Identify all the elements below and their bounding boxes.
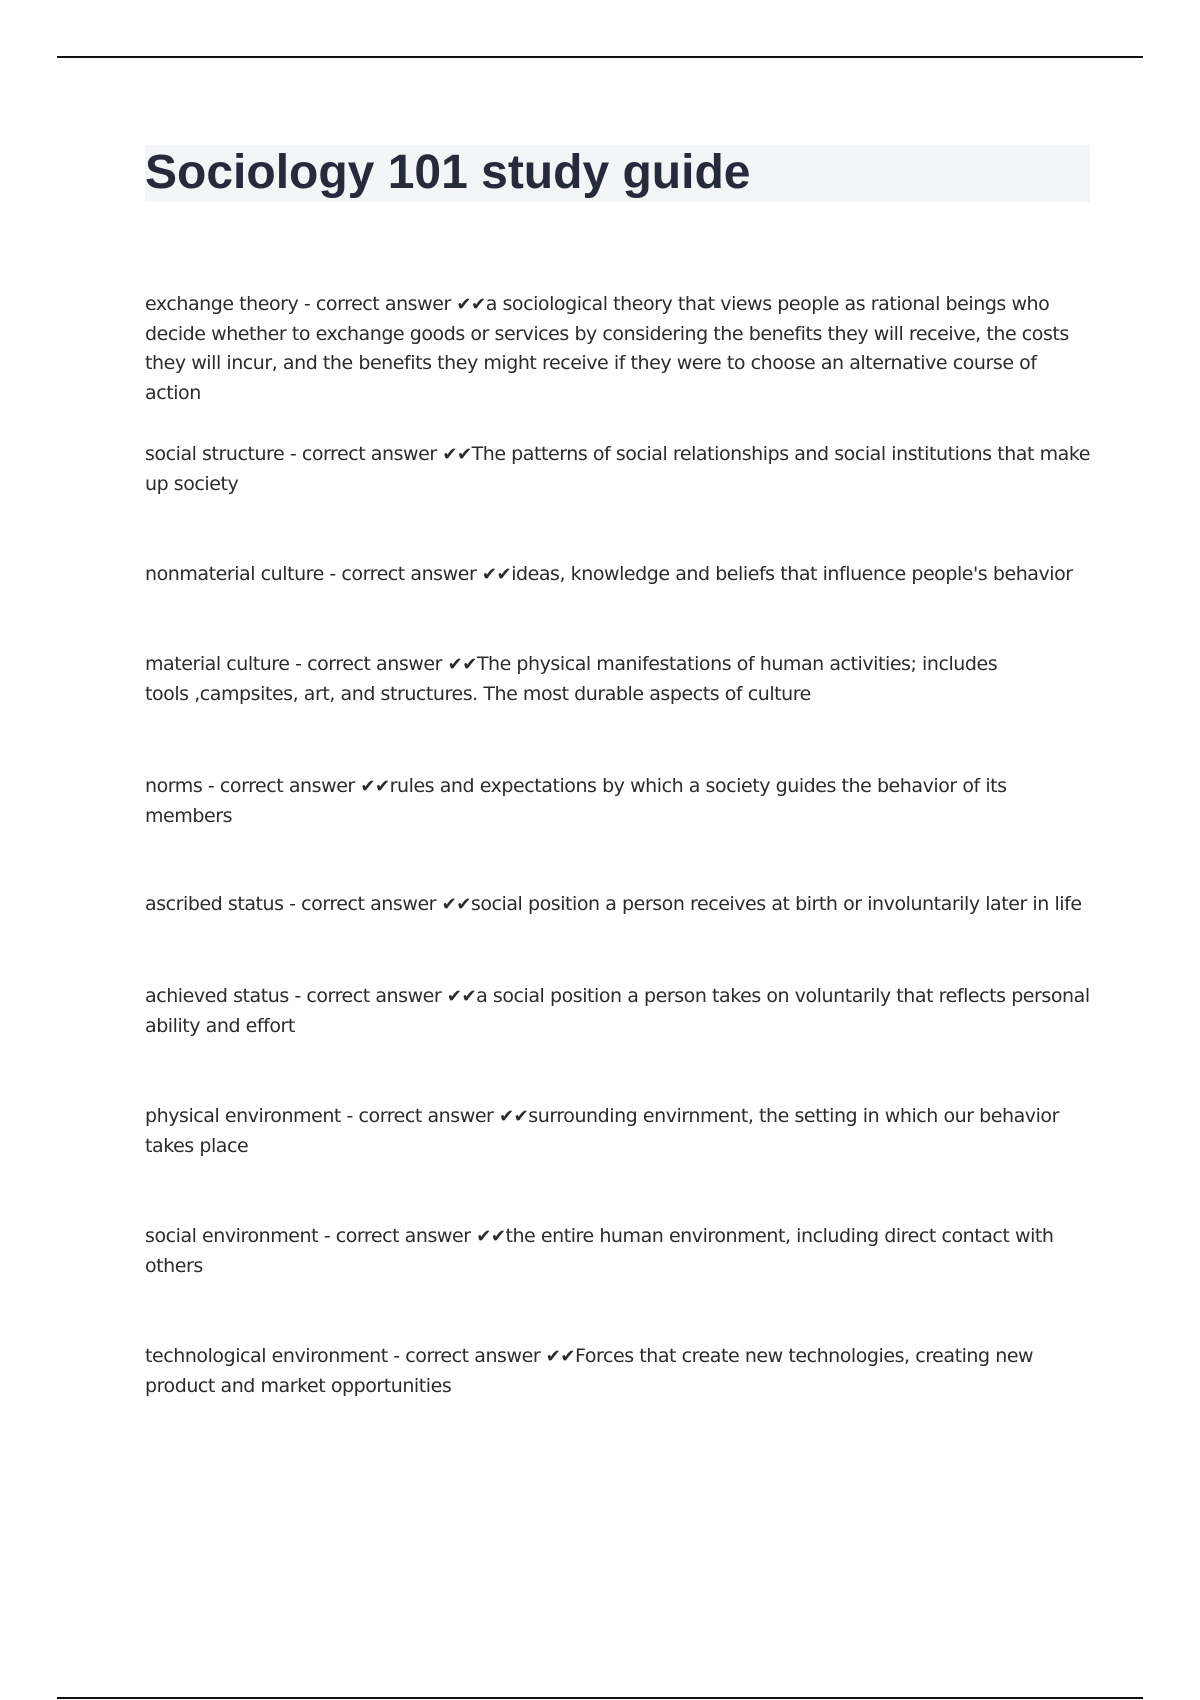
separator: - correct answer bbox=[283, 893, 442, 915]
checkmark-icon: ✔✔ bbox=[481, 564, 512, 585]
list-item bbox=[145, 290, 1095, 408]
checkmark-icon: ✔✔ bbox=[456, 294, 486, 315]
separator: - correct answer bbox=[288, 985, 447, 1007]
checkmark-icon: ✔✔ bbox=[545, 1346, 576, 1367]
separator: - correct answer bbox=[298, 293, 457, 315]
separator: - correct answer bbox=[284, 443, 443, 465]
checkmark-icon: ✔✔ bbox=[360, 776, 390, 797]
bottom-rule bbox=[57, 1697, 1143, 1699]
term: social structure bbox=[145, 443, 285, 465]
definition: rules and expectations by which a society guides the behavior of its members bbox=[145, 775, 1007, 827]
term: ascribed status bbox=[145, 893, 284, 915]
checkmark-icon: ✔✔ bbox=[447, 654, 477, 675]
list-item bbox=[145, 440, 1095, 499]
list-item bbox=[145, 560, 1095, 590]
definition: social position a person receives at birth or involuntarily later in life bbox=[470, 893, 1082, 915]
checkmark-icon: ✔✔ bbox=[442, 444, 472, 465]
definition: The physical manifestations of human activities; includes tools ,campsites, art, and structures. The most durable aspects of culture bbox=[145, 653, 998, 705]
separator: - correct answer bbox=[340, 1105, 500, 1127]
list-item bbox=[145, 1342, 1045, 1401]
separator: - correct answer bbox=[202, 775, 361, 797]
checkmark-icon: ✔✔ bbox=[499, 1106, 529, 1127]
separator: - correct answer bbox=[323, 563, 482, 585]
term: exchange theory bbox=[145, 293, 299, 315]
definition: a sociological theory that views people as rational beings who decide whether to exchange goods or services by considering the benefits they will receive, the costs they will incur, and the benefits they might receive if they were to choose an alternative course of action bbox=[145, 293, 1069, 404]
term: physical environment bbox=[145, 1105, 341, 1127]
definition: The patterns of social relationships and social institutions that make up society bbox=[145, 443, 1090, 495]
definition: the entire human environment, including direct contact with others bbox=[145, 1225, 1054, 1277]
list-item bbox=[145, 982, 1095, 1041]
list-item bbox=[145, 890, 1095, 920]
term: norms bbox=[145, 775, 203, 797]
term: material culture bbox=[145, 653, 290, 675]
list-item bbox=[145, 1102, 1080, 1161]
term: achieved status bbox=[145, 985, 289, 1007]
separator: - correct answer bbox=[387, 1345, 546, 1367]
separator: - correct answer bbox=[318, 1225, 477, 1247]
definition: a social position a person takes on voluntarily that reflects personal ability and effort bbox=[145, 985, 1090, 1037]
checkmark-icon: ✔✔ bbox=[476, 1226, 506, 1247]
top-rule bbox=[57, 56, 1143, 58]
term: nonmaterial culture bbox=[145, 563, 324, 585]
list-item bbox=[145, 650, 1000, 709]
term: technological environment bbox=[145, 1345, 388, 1367]
page-title: Sociology 101 study guide bbox=[145, 146, 751, 199]
definition: Forces that create new technologies, creating new product and market opportunities bbox=[145, 1345, 1034, 1397]
separator: - correct answer bbox=[289, 653, 448, 675]
checkmark-icon: ✔✔ bbox=[446, 986, 477, 1007]
definition: ideas, knowledge and beliefs that influence people's behavior bbox=[511, 563, 1073, 585]
definition: surrounding envirnment, the setting in which our behavior takes place bbox=[145, 1105, 1059, 1157]
term: social environment bbox=[145, 1225, 319, 1247]
checkmark-icon: ✔✔ bbox=[441, 894, 471, 915]
list-item bbox=[145, 772, 1025, 831]
list-item bbox=[145, 1222, 1075, 1281]
